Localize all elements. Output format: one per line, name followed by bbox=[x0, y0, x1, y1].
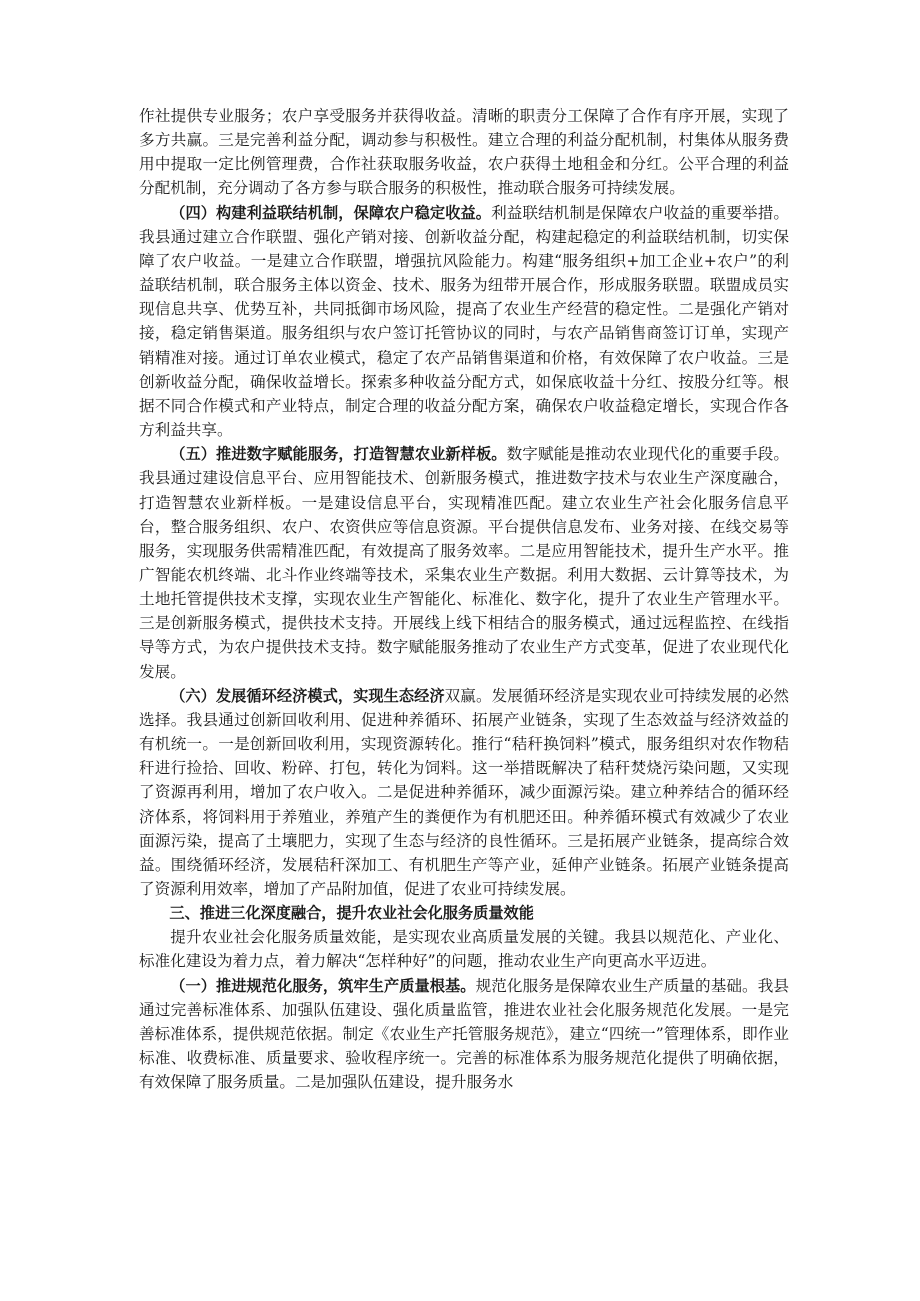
paragraph-standardized-service bbox=[139, 974, 789, 1095]
paragraph-text: 规范化服务是保障农业生产质量的基础。我县通过完善标准体系、加强队伍建设、强化质量监管，推进农业社会化服务规范化发展。一是完善标准体系，提供规范依据。制定《农业生产托管服务规范》，建立“四统一”管理体系，即作业标准、收费标准、质量要求、验收程序统一。完善的标准体系为服务规范化提供了明确依据，有效保障了服务质量。二是加强队伍建设，提升服务水 bbox=[139, 976, 789, 1092]
paragraph-circular-economy bbox=[139, 684, 789, 901]
paragraph-lead-heading: （六）发展循环经济模式，实现生态经济 bbox=[170, 686, 445, 705]
paragraph-digital-empowerment bbox=[139, 442, 789, 684]
section-heading: 三、推进三化深度融合，提升农业社会化服务质量效能 bbox=[169, 904, 534, 923]
paragraph-continuation bbox=[139, 104, 789, 201]
paragraph-benefit-linkage bbox=[139, 201, 789, 443]
paragraph-lead-heading: （五）推进数字赋能服务，打造智慧农业新样板。 bbox=[170, 445, 507, 464]
paragraph-lead-heading: （一）推进规范化服务，筑牢生产质量根基。 bbox=[170, 976, 476, 995]
paragraph-text: 数字赋能是推动农业现代化的重要手段。我县通过建设信息平台、应用智能技术、创新服务模式，推进数字技术与农业生产深度融合，打造智慧农业新样板。一是建设信息平台，实现精准匹配。建立农业生产社会化服务信息平台，整合服务组织、农户、农资供应等信息资源。平台提供信息发布、业务对接、在线交易等服务，实现服务供需精准匹配，有效提高了服务效率。二是应用智能技术，提升生产水平。推广智能农机终端、北斗作业终端等技术，采集农业生产数据。利用大数据、云计算等技术，为土地托管提供技术支撑，实现农业生产智能化、标准化、数字化，提升了农业生产管理水平。三是创新服务模式，提供技术支持。开展线上线下相结合的服务模式，通过远程监控、在线指导等方式，为农户提供技术支持。数字赋能服务推动了农业生产方式变革，促进了农业现代化发展。 bbox=[139, 445, 789, 681]
paragraph-lead-heading: （四）构建利益联结机制，保障农户稳定收益。 bbox=[170, 203, 492, 222]
document-page bbox=[139, 104, 789, 1094]
paragraph-section-intro bbox=[139, 925, 789, 973]
paragraph-text: 提升农业社会化服务质量效能，是实现农业高质量发展的关键。我县以规范化、产业化、标准化建设为着力点，着力解决“怎样种好”的问题，推动农业生产向更高水平迈进。 bbox=[139, 928, 789, 971]
paragraph-text: 利益联结机制是保障农户收益的重要举措。我县通过建立合作联盟、强化产销对接、创新收益分配，构建起稳定的利益联结机制，切实保障了农户收益。一是建立合作联盟，增强抗风险能力。构建“服务组织+加工企业+农户”的利益联结机制，联合服务主体以资金、技术、服务为纽带开展合作，形成服务联盟。联盟成员实现信息共享、优势互补，共同抵御市场风险，提高了农业生产经营的稳定性。二是强化产销对接，稳定销售渠道。服务组织与农户签订托管协议的同时，与农产品销售商签订订单，实现产销精准对接。通过订单农业模式，稳定了农产品销售渠道和价格，有效保障了农户收益。三是创新收益分配，确保收益增长。探索多种收益分配方式，如保底收益十分红、按股分红等。根据不同合作模式和产业特点，制定合理的收益分配方案，确保农户收益稳定增长，实现合作各方利益共享。 bbox=[139, 203, 789, 440]
paragraph-text: 双赢。发展循环经济是实现农业可持续发展的必然选择。我县通过创新回收利用、促进种养循环、拓展产业链条，实现了生态效益与经济效益的有机统一。一是创新回收利用，实现资源转化。推行“秸秆换饲料”模式，服务组织对农作物秸秆进行捡拾、回收、粉碎、打包，转化为饲料。这一举措既解决了秸秆焚烧污染问题，又实现了资源再利用，增加了农户收入。二是促进种养循环，减少面源污染。建立种养结合的循环经济体系，将饲料用于养殖业，养殖产生的粪便作为有机肥还田。种养循环模式有效减少了农业面源污染，提高了土壤肥力，实现了生态与经济的良性循环。三是拓展产业链条，提高综合效益。围绕循环经济，发展秸秆深加工、有机肥生产等产业，延伸产业链条。拓展产业链条提高了资源利用效率，增加了产品附加值，促进了农业可持续发展。 bbox=[139, 686, 789, 898]
paragraph-text: 作社提供专业服务；农户享受服务并获得收益。清晰的职责分工保障了合作有序开展，实现了多方共赢。三是完善利益分配，调动参与积极性。建立合理的利益分配机制，村集体从服务费用中提取一定比例管理费，合作社获取服务收益，农户获得土地租金和分红。公平合理的利益分配机制，充分调动了各方参与联合服务的积极性，推动联合服务可持续发展。 bbox=[139, 107, 789, 198]
